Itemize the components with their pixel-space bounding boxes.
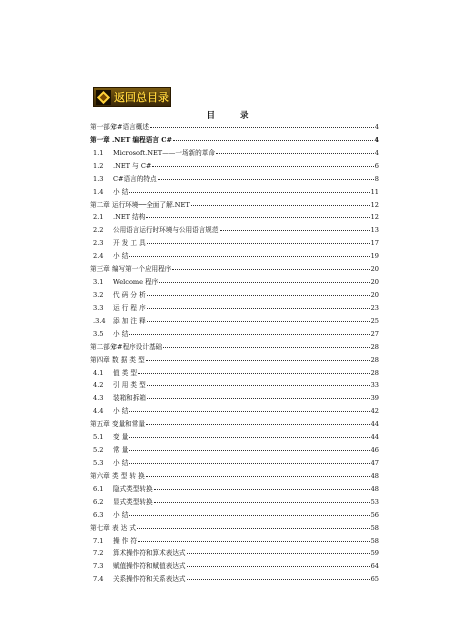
toc-entry-page-number: 20 [370, 278, 379, 287]
toc-entry-number: 2.2 [93, 226, 104, 235]
toc-leader-dots [146, 212, 369, 218]
toc-entry-number: 第二部分 [90, 342, 117, 351]
toc-entry-page-number: 8 [374, 174, 379, 183]
toc-leader-dots [147, 303, 370, 309]
toc-section-entry[interactable] [90, 457, 379, 470]
toc-entry-page-number: 56 [370, 510, 379, 519]
toc-entry-title: 小 结 [113, 329, 129, 338]
toc-entry-number: 5.1 [93, 433, 104, 442]
toc-entry-title: 小 结 [113, 187, 129, 196]
toc-leader-dots [129, 187, 369, 193]
toc-entry-page-number: 48 [370, 484, 379, 493]
toc-entry-title: 装箱和拆箱 [113, 394, 146, 403]
toc-leader-dots [187, 561, 370, 567]
toc-entry-title: 小 结 [113, 252, 129, 261]
toc-entry-number: 7.3 [93, 562, 104, 571]
toc-section-entry[interactable] [90, 405, 379, 418]
toc-chapter-entry[interactable] [90, 263, 379, 276]
back-button-label: 返回总目录 [114, 91, 169, 104]
toc-entry-number: 第七章 [90, 523, 110, 532]
toc-section-entry[interactable] [90, 547, 379, 560]
toc-entry-number: 1.3 [93, 174, 104, 183]
toc-entry-page-number: 27 [370, 329, 379, 338]
toc-entry-page-number: 64 [370, 562, 379, 571]
toc-entry-page-number: 42 [370, 407, 379, 416]
toc-entry-page-number: 17 [370, 239, 379, 248]
toc-entry-page-number: 28 [370, 355, 379, 364]
toc-entry-number: 6.2 [93, 497, 104, 506]
toc-leader-dots [129, 329, 369, 335]
toc-section-entry[interactable] [90, 496, 379, 509]
toc-entry-page-number: 20 [370, 265, 379, 274]
toc-leader-dots [147, 238, 370, 244]
toc-entry-number: 第四章 [90, 355, 110, 364]
toc-leader-dots [146, 419, 370, 425]
toc-section-entry[interactable] [90, 573, 379, 586]
toc-leader-dots [191, 200, 370, 206]
toc-entry-title: 变量和常量 [112, 420, 145, 429]
toc-entry-page-number: 53 [370, 497, 379, 506]
toc-chapter-entry[interactable] [90, 134, 379, 147]
toc-section-entry[interactable] [90, 560, 379, 573]
toc-entry-title: 值 类 型 [113, 368, 137, 377]
table-of-contents [90, 121, 379, 586]
toc-section-entry[interactable] [90, 535, 379, 548]
toc-section-entry[interactable] [90, 483, 379, 496]
toc-entry-title: 变 量 [113, 433, 129, 442]
toc-entry-page-number: 25 [370, 316, 379, 325]
toc-entry-number: 7.4 [93, 575, 104, 584]
toc-entry-number: 2.1 [93, 213, 104, 222]
toc-section-entry[interactable] [90, 289, 379, 302]
toc-entry-number: 4.3 [93, 394, 104, 403]
toc-entry-page-number: 65 [370, 575, 379, 584]
toc-section-entry[interactable] [90, 328, 379, 341]
toc-leader-dots [129, 510, 369, 516]
toc-entry-number: 4.4 [93, 407, 104, 416]
toc-section-entry[interactable] [90, 392, 379, 405]
toc-entry-number: 第一部分 [90, 123, 117, 131]
toc-leader-dots [159, 277, 369, 283]
toc-chapter-entry[interactable] [90, 418, 379, 431]
toc-entry-number: 第二章 [90, 200, 110, 209]
toc-entry-title: Microsoft.NET——一场新的革命 [113, 148, 215, 157]
toc-entry-title: C#语言概述 [112, 123, 149, 131]
toc-leader-dots [147, 290, 370, 296]
toc-entry-page-number: 6 [374, 161, 379, 170]
toc-section-entry[interactable] [90, 147, 379, 160]
toc-section-entry[interactable] [90, 173, 379, 186]
toc-leader-dots [152, 161, 373, 167]
toc-entry-title: Welcome 程序 [113, 278, 159, 287]
toc-entry-page-number: 46 [370, 446, 379, 455]
toc-entry-page-number: 44 [370, 433, 379, 442]
toc-leader-dots [129, 445, 369, 451]
toc-entry-number: 第一章 [90, 135, 110, 144]
toc-entry-title: 添 加 注 释 [113, 316, 146, 325]
toc-entry-page-number: 33 [370, 381, 379, 390]
toc-entry-title: 开 发 工 具 [113, 239, 146, 248]
toc-entry-number: 3.5 [93, 329, 104, 338]
toc-chapter-entry[interactable] [90, 341, 379, 354]
toc-leader-dots [146, 471, 370, 477]
toc-entry-page-number: 19 [370, 252, 379, 261]
toc-leader-dots [220, 225, 370, 231]
toc-leader-dots [129, 432, 369, 438]
toc-leader-dots [216, 148, 374, 154]
toc-entry-number: 4.2 [93, 381, 104, 390]
toc-entry-page-number: 58 [370, 536, 379, 545]
toc-entry-page-number: 47 [370, 458, 379, 467]
toc-entry-title: 引 用 类 型 [113, 381, 146, 390]
toc-chapter-entry[interactable] [90, 199, 379, 212]
toc-entry-number: .3.4 [93, 316, 106, 325]
toc-leader-dots [129, 458, 369, 464]
toc-entry-page-number: 39 [370, 394, 379, 403]
toc-entry-page-number: 59 [370, 549, 379, 558]
toc-chapter-entry[interactable] [90, 470, 379, 483]
toc-entry-page-number: 4 [374, 135, 379, 144]
toc-leader-dots [154, 497, 370, 503]
toc-entry-number: 第六章 [90, 471, 110, 480]
back-to-main-toc-button[interactable] [93, 87, 171, 107]
toc-entry-title: 常 量 [113, 446, 129, 455]
toc-entry-title: 隐式类型转换 [113, 484, 153, 493]
toc-leader-dots [138, 368, 370, 374]
toc-chapter-entry[interactable] [90, 121, 379, 134]
toc-chapter-entry[interactable] [90, 354, 379, 367]
toc-entry-title: 小 结 [113, 458, 129, 467]
toc-leader-dots [137, 523, 370, 529]
toc-leader-dots [172, 264, 369, 270]
toc-entry-page-number: 28 [370, 342, 379, 351]
toc-entry-page-number: 44 [370, 420, 379, 429]
toc-entry-page-number: 58 [370, 523, 379, 532]
toc-leader-dots [187, 574, 370, 580]
toc-entry-title: 运行环境──全面了解.NET [112, 200, 190, 209]
toc-entry-number: 2.4 [93, 252, 104, 261]
toc-section-entry[interactable] [90, 379, 379, 392]
toc-section-entry[interactable] [90, 160, 379, 173]
toc-entry-title: C#语言的特点 [113, 174, 157, 183]
toc-leader-dots [129, 251, 369, 257]
toc-section-entry[interactable] [90, 302, 379, 315]
toc-entry-title: 操 作 符 [113, 536, 137, 545]
toc-leader-dots [147, 380, 370, 386]
toc-leader-dots [147, 393, 370, 399]
toc-entry-number: 5.2 [93, 446, 104, 455]
toc-entry-title: 显式类型转换 [113, 497, 153, 506]
toc-entry-page-number: 23 [370, 303, 379, 312]
toc-entry-page-number: 12 [370, 213, 379, 222]
toc-section-entry[interactable] [90, 211, 379, 224]
toc-section-entry[interactable] [90, 367, 379, 380]
toc-section-entry[interactable] [90, 444, 379, 457]
toc-section-entry[interactable] [90, 315, 379, 328]
toc-entry-page-number: 28 [370, 368, 379, 377]
toc-entry-title: 类 型 转 换 [112, 471, 145, 480]
toc-entry-number: 第五章 [90, 420, 110, 429]
toc-entry-number: 4.1 [93, 368, 104, 377]
toc-entry-page-number: 4 [374, 123, 379, 131]
diamond-emblem-icon [96, 90, 111, 105]
toc-section-entry[interactable] [90, 509, 379, 522]
toc-entry-number: 7.2 [93, 549, 104, 558]
toc-entry-title: 赋值操作符和赋值表达式 [113, 562, 186, 571]
toc-entry-title: .NET 结构 [113, 213, 146, 222]
toc-entry-title: 关系操作符和关系表达式 [113, 575, 186, 584]
toc-entry-number: 6.3 [93, 510, 104, 519]
toc-section-entry[interactable] [90, 431, 379, 444]
toc-leader-dots [150, 122, 374, 128]
toc-entry-page-number: 12 [370, 200, 379, 209]
toc-leader-dots [129, 406, 369, 412]
toc-section-entry[interactable] [90, 250, 379, 263]
toc-entry-number: 第三章 [90, 265, 110, 274]
toc-entry-number: 6.1 [93, 484, 104, 493]
toc-entry-title: 表 达 式 [112, 523, 136, 532]
toc-entry-title: 小 结 [113, 407, 129, 416]
toc-leader-dots [146, 355, 370, 361]
toc-entry-title: 运 行 程 序 [113, 303, 146, 312]
toc-entry-number: 3.1 [93, 278, 104, 287]
toc-entry-number: 5.3 [93, 458, 104, 467]
toc-entry-title: 小 结 [113, 510, 129, 519]
toc-entry-number: 3.3 [93, 303, 104, 312]
toc-entry-page-number: 4 [374, 148, 379, 157]
toc-entry-page-number: 48 [370, 471, 379, 480]
toc-entry-page-number: 13 [370, 226, 379, 235]
toc-entry-title: C#程序设计基础 [112, 342, 163, 351]
toc-section-entry[interactable] [90, 237, 379, 250]
toc-leader-dots [163, 342, 369, 348]
toc-leader-dots [154, 484, 370, 490]
toc-entry-title: 算术操作符和算术表达式 [113, 549, 186, 558]
toc-section-entry[interactable] [90, 186, 379, 199]
toc-chapter-entry[interactable] [90, 522, 379, 535]
toc-entry-number: 2.3 [93, 239, 104, 248]
toc-entry-title: .NET 编程语言 C# [112, 135, 172, 144]
toc-leader-dots [173, 135, 373, 141]
toc-entry-title: 数 据 类 型 [112, 355, 145, 364]
toc-entry-number: 3.2 [93, 290, 104, 299]
toc-section-entry[interactable] [90, 276, 379, 289]
toc-entry-number: 1.2 [93, 161, 104, 170]
toc-entry-number: 1.1 [93, 148, 104, 157]
toc-entry-title: 编写第一个应用程序 [112, 265, 172, 274]
toc-entry-title: 代 码 分 析 [113, 290, 146, 299]
toc-entry-page-number: 11 [370, 187, 379, 196]
toc-entry-number: 1.4 [93, 187, 104, 196]
toc-leader-dots [138, 536, 370, 542]
page-title: 目 录 [206, 111, 260, 121]
toc-entry-number: 7.1 [93, 536, 104, 545]
toc-leader-dots [158, 174, 374, 180]
toc-leader-dots [187, 548, 370, 554]
toc-entry-title: .NET 与 C# [113, 161, 152, 170]
toc-section-entry[interactable] [90, 224, 379, 237]
toc-leader-dots [147, 316, 370, 322]
toc-entry-title: 公用语言运行时环境与公用语言规范 [113, 226, 219, 235]
toc-entry-page-number: 20 [370, 290, 379, 299]
